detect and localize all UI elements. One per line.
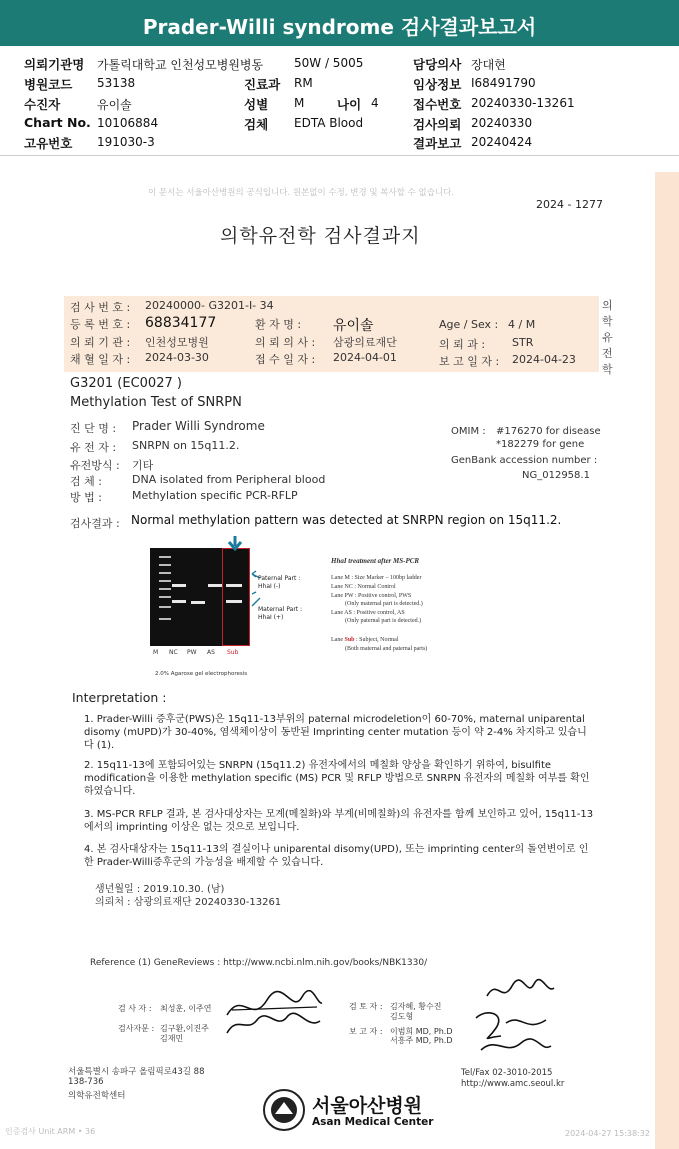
report-meta-label: 보 고 일 자 : bbox=[439, 355, 500, 368]
asan-seal-logo bbox=[262, 1088, 306, 1132]
report-title: Prader-Willi syndrome 검사결과보고서 bbox=[142, 15, 537, 39]
age-sex-value: 4 / M bbox=[508, 318, 536, 331]
footer-timestamp: 2024-04-27 15:38:32 bbox=[565, 1129, 650, 1138]
genbank-label: GenBank accession number : bbox=[451, 455, 598, 466]
reviewer-signature bbox=[482, 976, 557, 1006]
gel-footnote: 2.0% Agarose gel electrophoresis bbox=[155, 671, 248, 677]
lane-label: PW bbox=[187, 649, 197, 656]
advisor-label: 검사자문 : bbox=[118, 1024, 155, 1033]
doc-label: 의 뢰 의 사 : bbox=[255, 336, 316, 349]
org-value: 인천성모병원 bbox=[145, 336, 209, 349]
age-value: 4 bbox=[371, 96, 379, 110]
reviewer-label: 검 토 자 : bbox=[349, 1002, 383, 1011]
method-label: 방 법 : bbox=[70, 491, 102, 504]
legend-as-note: (Only paternal part is detected.) bbox=[345, 618, 422, 624]
doc-value: 삼광의료재단 bbox=[333, 336, 397, 349]
legend-pw: Lane PW : Positive control, PWS bbox=[331, 593, 412, 599]
ladder-band bbox=[159, 580, 171, 582]
result-label: 검사결과 : bbox=[70, 517, 120, 530]
unique-label: 고유번호 bbox=[24, 136, 73, 151]
patient-label: 수진자 bbox=[24, 97, 61, 112]
recv-label: 접 수 일 자 : bbox=[255, 353, 316, 366]
sex-value: M bbox=[294, 96, 305, 110]
nc-paternal-band bbox=[172, 584, 186, 587]
address-line-2: 138-736 bbox=[68, 1077, 104, 1087]
req-org-label: 의뢰기관명 bbox=[24, 57, 85, 72]
nc-maternal-band bbox=[172, 600, 186, 603]
legend-sub bbox=[331, 637, 399, 643]
chart-value: 10106884 bbox=[97, 116, 159, 130]
subject-lane-box bbox=[222, 548, 250, 646]
gene-value: SNRPN on 15q11.2. bbox=[132, 439, 240, 452]
req-date-value: 20240330 bbox=[471, 116, 533, 130]
logo-english: Asan Medical Center bbox=[312, 1116, 434, 1128]
legend-sub-suffix: : Subject, Normal bbox=[354, 637, 399, 643]
interp-paragraph-3: 3. MS-PCR RFLP 결과, 본 검사대상자는 모계(메칠화)와 부계(비메칠화)의 유전자를 함께 보인하고 있어, 15q11-13에서의 imprinting 이상은 없는 것으로 보입니다. bbox=[84, 809, 594, 833]
patient-name-label: 환 자 명 : bbox=[255, 318, 302, 331]
age-sex-label: Age / Sex : bbox=[439, 318, 499, 331]
omim-gene: *182279 for gene bbox=[496, 439, 585, 450]
dx-label: 진 단 명 : bbox=[70, 422, 117, 435]
inherit-label: 유전방식 : bbox=[70, 459, 120, 472]
clinical-label: 임상정보 bbox=[413, 77, 462, 92]
lane-label: AS bbox=[207, 649, 215, 656]
doctor-value: 장대현 bbox=[471, 58, 506, 72]
side-label: 의 학 유 전 학 bbox=[602, 299, 613, 376]
paternal-label: Paternal Part : bbox=[258, 575, 301, 582]
doctor-label: 담당의사 bbox=[413, 57, 462, 72]
org-label: 의 뢰 기 관 : bbox=[70, 336, 131, 349]
footer-left-text: 인증검사 Unit ARM • 36 bbox=[5, 1127, 96, 1136]
req-org-value: 가톨릭대학교 인천성모병원병동 bbox=[97, 58, 264, 72]
reviewer-names-2: 김도형 bbox=[390, 1012, 414, 1021]
legend-as: Lane AS : Positive control, AS bbox=[331, 610, 405, 616]
ladder-band bbox=[159, 564, 171, 566]
reference-text: Reference (1) GeneReviews : http://www.ncbi.nlm.nih.gov/books/NBK1330/ bbox=[90, 958, 428, 968]
hosp-code-value: 53138 bbox=[97, 76, 136, 90]
reg-no-value: 68834177 bbox=[145, 315, 217, 331]
report-banner bbox=[0, 0, 679, 46]
down-arrow-icon bbox=[225, 534, 245, 552]
legend-sub-prefix: Lane bbox=[331, 637, 345, 643]
test-title: Methylation Test of SNRPN bbox=[70, 395, 242, 410]
ward-value: 50W / 5005 bbox=[294, 56, 364, 70]
specimen-label: 검체 bbox=[244, 117, 269, 132]
recv-value: 2024-04-01 bbox=[333, 351, 397, 364]
omim-label: OMIM : bbox=[451, 426, 486, 437]
advisor-names-2: 김재민 bbox=[160, 1034, 184, 1043]
receipt-label: 접수번호 bbox=[413, 97, 462, 112]
dob-text: 생년월일 : 2019.10.30. (남) bbox=[95, 884, 225, 895]
dept-meta-value: STR bbox=[512, 336, 534, 349]
sample-value: DNA isolated from Peripheral blood bbox=[132, 473, 326, 486]
watermark-text: 이 문서는 서울아산병원의 공식입니다. 원본없이 수정, 변경 및 복사할 수 없습니다. bbox=[148, 188, 455, 198]
interp-paragraph-4: 4. 본 검사대상자는 15q11-13의 결실이나 uniparental disomy(UPD), 또는 imprinting center의 돌연변이로 인한 Prader-Willi증후군의 가능성을 배제할 수 있습니다. bbox=[84, 844, 589, 868]
reporter-name-1: 이범희 MD, Ph.D bbox=[390, 1027, 453, 1036]
ref-org-text: 의뢰처 : 삼광의료재단 20240330-13261 bbox=[95, 897, 282, 908]
legend-title: HhaI treatment after MS-PCR bbox=[331, 557, 420, 565]
reporter-signature bbox=[466, 1008, 556, 1058]
clinical-value: I68491790 bbox=[471, 76, 536, 90]
ladder-band bbox=[159, 606, 171, 608]
gene-label: 유 전 자 : bbox=[70, 441, 117, 454]
legend-sub-note: (Both maternal and paternal parts) bbox=[345, 646, 428, 652]
paternal-enzyme: HhaI (-) bbox=[258, 583, 281, 590]
collect-label: 채 혈 일 자 : bbox=[70, 353, 131, 366]
address-line-1: 서울특별시 송파구 올림픽로43길 88 bbox=[68, 1067, 205, 1077]
as-paternal-band bbox=[208, 584, 222, 587]
tester-label: 검 사 자 : bbox=[118, 1004, 152, 1013]
specimen-value: EDTA Blood bbox=[294, 116, 364, 130]
method-value: Methylation specific PCR-RFLP bbox=[132, 489, 298, 502]
reporter-label: 보 고 자 : bbox=[349, 1027, 383, 1036]
dept-label: 진료과 bbox=[244, 77, 281, 92]
reg-no-label: 등 록 번 호 : bbox=[70, 318, 131, 331]
ladder-band bbox=[159, 572, 171, 574]
tel-fax: Tel/Fax 02-3010-2015 bbox=[461, 1068, 553, 1078]
req-date-label: 검사의뢰 bbox=[413, 117, 462, 132]
tester-names: 최성훈, 이주연 bbox=[160, 1004, 212, 1013]
doc-title: 의학유전학 검사결과지 bbox=[220, 225, 421, 247]
result-value: Normal methylation pattern was detected at SNRPN region on 15q11.2. bbox=[131, 513, 562, 527]
lane-label: Sub bbox=[227, 649, 239, 656]
unique-value: 191030-3 bbox=[97, 135, 155, 149]
tester-signature bbox=[222, 985, 327, 1035]
dept-value: RM bbox=[294, 76, 313, 90]
ladder-band bbox=[159, 556, 171, 558]
dx-value: Prader Willi Syndrome bbox=[132, 419, 265, 433]
omim-disease: #176270 for disease bbox=[496, 426, 601, 437]
legend-m: Lane M : Size Marker – 100bp ladder bbox=[331, 575, 422, 581]
maternal-label: Maternal Part : bbox=[258, 606, 303, 613]
patient-value: 유이솔 bbox=[97, 98, 132, 112]
ladder-band bbox=[159, 618, 171, 620]
chart-label: Chart No. bbox=[24, 115, 91, 130]
interp-paragraph-2: 2. 15q11-13에 포함되어있는 SNRPN (15q11.2) 유전자에서의 메칠화 양상을 확인하기 위하여, bisulfite modification을 이용한 methylation specific (MS) PCR 및 RFLP 방법으로 SNRPN 유전자의 메칠화 여부를 확인하였습니다. bbox=[84, 760, 590, 797]
header-divider bbox=[0, 155, 679, 156]
lane-label: NC bbox=[169, 649, 178, 656]
logo-korean: 서울아산병원 bbox=[312, 1095, 423, 1117]
genbank-value: NG_012958.1 bbox=[522, 470, 590, 481]
ladder-band bbox=[159, 596, 171, 598]
receipt-value: 20240330-13261 bbox=[471, 96, 575, 110]
report-date-value: 20240424 bbox=[471, 135, 533, 149]
test-no-value: 20240000- G3201-I- 34 bbox=[145, 299, 274, 312]
test-no-label: 검 사 번 호 : bbox=[70, 301, 131, 314]
paper-edge bbox=[655, 172, 679, 1149]
maternal-enzyme: HhaI (+) bbox=[258, 614, 284, 621]
reviewer-names: 김자혜, 황수진 bbox=[390, 1002, 442, 1011]
sample-label: 검 체 : bbox=[70, 475, 102, 488]
ladder-band bbox=[159, 588, 171, 590]
patient-name-value: 유이솔 bbox=[333, 318, 374, 334]
hosp-code-label: 병원코드 bbox=[24, 77, 73, 92]
interp-paragraph-1: 1. Prader-Willi 증후군(PWS)은 15q11-13부위의 paternal microdeletion이 60-70%, maternal uniparental disomy (mUPD)가 30-40%, 염색체이상이 동반된 Imprinting center mutation 등이 약 2-4% 차지하고 있습니다 (1). bbox=[84, 714, 587, 751]
website: http://www.amc.seoul.kr bbox=[461, 1079, 565, 1089]
reporter-name-2: 서흥주 MD, Ph.D bbox=[390, 1036, 453, 1045]
inherit-value: 기타 bbox=[132, 459, 154, 472]
sex-label: 성별 bbox=[244, 97, 269, 112]
report-date-label: 결과보고 bbox=[413, 136, 462, 151]
dept-meta-label: 의 뢰 과 : bbox=[439, 338, 486, 351]
address-line-3: 의학유전학센터 bbox=[68, 1091, 126, 1101]
doc-number: 2024 - 1277 bbox=[536, 198, 603, 211]
age-label: 나이 bbox=[337, 97, 362, 112]
legend-nc: Lane NC : Normal Control bbox=[331, 584, 396, 590]
test-code: G3201 (EC0027 ) bbox=[70, 376, 182, 391]
interp-title: Interpretation : bbox=[72, 690, 167, 705]
lane-label: M bbox=[153, 649, 159, 656]
collect-value: 2024-03-30 bbox=[145, 351, 209, 364]
legend-sub-key: Sub bbox=[344, 637, 355, 643]
advisor-names: 김구환,이진주 bbox=[160, 1024, 209, 1033]
report-meta-value: 2024-04-23 bbox=[512, 353, 576, 366]
legend-pw-note: (Only maternal part is detected.) bbox=[345, 601, 423, 607]
pw-maternal-band bbox=[191, 601, 205, 604]
